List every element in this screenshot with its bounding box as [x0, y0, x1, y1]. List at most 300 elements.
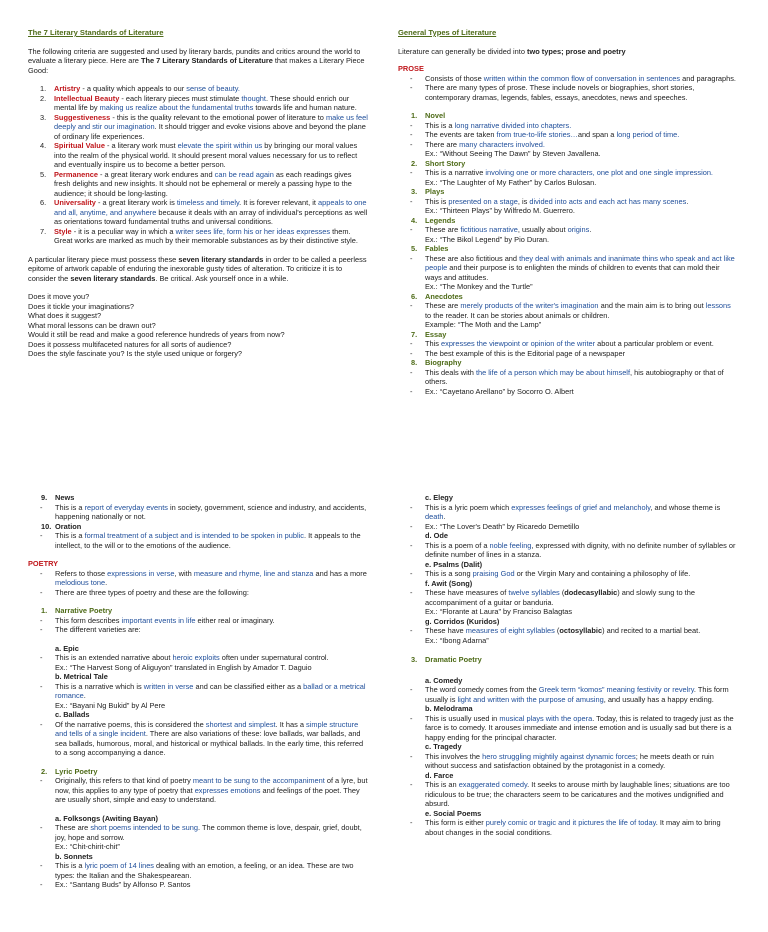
- bullet-line: [28, 588, 368, 598]
- text-run: measure and rhyme, line and stanza: [193, 568, 314, 578]
- standard-item: [40, 170, 368, 199]
- dash-marker: -: [410, 626, 413, 635]
- epic-lines: [28, 653, 368, 672]
- text-run: hero struggling mightily against dynamic forces: [482, 751, 636, 761]
- bullet-line: [398, 569, 738, 579]
- text-run: Refers to those: [55, 568, 108, 578]
- text-run: . Be critical. Ask yourself once in a while.: [155, 273, 289, 283]
- text-run: origins: [567, 225, 590, 234]
- text-run: . It seeks to arouse mirth by laughable lines; situations are too ridiculous to be true; the characters seem to be caricatures and the motives undignified and absurd.: [425, 780, 730, 808]
- text-run: . It may aim to bring about changes in the social conditions.: [425, 818, 721, 837]
- text-run: . This form usually is: [425, 685, 729, 704]
- dash-marker: -: [40, 531, 43, 540]
- bullet-line: [398, 301, 738, 320]
- text-run: and feelings of the poet. They are usually short, simple and easy to understand.: [55, 785, 360, 804]
- narrative-heading: [28, 606, 368, 616]
- text-run: These are: [425, 301, 461, 310]
- text-run: .: [589, 225, 592, 234]
- text-run: A particular literary piece must possess these: [28, 254, 179, 264]
- text-run: This: [425, 339, 442, 348]
- text-run: . These should enrich our mental life by: [54, 93, 350, 112]
- dash-marker: -: [40, 681, 43, 691]
- item-number: 8.: [411, 358, 418, 367]
- prose-type-heading: [398, 244, 738, 254]
- ballads-lines: [28, 720, 368, 758]
- sonnets-heading: b. Sonnets: [55, 851, 93, 861]
- tragedy-heading: c. Tragedy: [425, 742, 462, 751]
- bullet-line: [398, 626, 738, 636]
- corridos-lines: [398, 626, 738, 645]
- text-run: This is a: [425, 120, 455, 130]
- text-run: These are: [55, 823, 91, 832]
- text-run: often under supernatural control.: [219, 653, 329, 662]
- text-run: expressions in verse: [107, 568, 175, 578]
- news-lines: [28, 503, 368, 522]
- text-run: These have: [425, 626, 466, 635]
- question-line: What moral lessons can be drawn out?: [28, 320, 156, 330]
- text-run: and has a more: [313, 568, 367, 578]
- text-run: praising God: [472, 569, 515, 578]
- farce-heading: d. Farce: [425, 770, 454, 780]
- prose-type-heading: [398, 159, 738, 169]
- text-run: and span a: [577, 130, 617, 139]
- text-run: . It is forever relevant, it: [239, 198, 318, 207]
- text-run: short poems intended to be sung: [90, 823, 198, 832]
- text-run: Universality: [54, 198, 96, 207]
- bullet-line: [28, 653, 368, 663]
- text-run: octosyllabic: [559, 626, 603, 635]
- text-run: in order to be called a peerless epitome of artwork capable of enduring the inexorable gusty tides of alteration. To criticize it is to consider the: [28, 254, 367, 283]
- item-number: 1.: [41, 606, 48, 615]
- melodrama-lines: [398, 714, 738, 743]
- text-run: Ex.: “The Bikol Legend” by Pio Duran.: [425, 234, 550, 244]
- text-run: , is: [517, 196, 530, 206]
- text-run: twelve syllables: [508, 588, 560, 597]
- text-run: This is a narrative which is: [55, 681, 144, 691]
- text-run: Ex.: “Chit-chirit-chit”: [55, 842, 120, 851]
- text-run: Style: [54, 226, 72, 236]
- text-run: report of everyday events: [84, 502, 168, 512]
- lyric-heading: [28, 767, 368, 777]
- text-run: expresses the viewpoint or opinion of the writer: [441, 339, 596, 348]
- text-run: Artistry: [54, 84, 81, 93]
- item-number: 7.: [40, 226, 47, 236]
- text-run: death: [425, 512, 444, 521]
- bullet-line: [28, 701, 368, 711]
- ode-heading: d. Ode: [425, 531, 448, 540]
- text-run: Ex.: “The Lover's Death” by Ricaredo Demetillo: [425, 521, 580, 531]
- text-run: .: [105, 578, 108, 587]
- social-heading: e. Social Poems: [425, 808, 482, 818]
- dash-marker: -: [410, 168, 413, 177]
- dash-marker: -: [410, 685, 413, 694]
- text-run: because it deals with an array of individual's perceptions as well as orientations toward fundamental truths and universal conditions.: [54, 207, 368, 226]
- item-number: 1.: [40, 84, 47, 93]
- corridos-heading: g. Corridos (Kuridos): [425, 616, 500, 626]
- item-title: Essay: [425, 329, 447, 339]
- standards-list: [28, 84, 368, 246]
- metrical-lines: [28, 682, 368, 711]
- text-run: . It appeals to the intellect, to the will or to the emotions of the audience.: [55, 531, 361, 550]
- dash-marker: -: [410, 521, 413, 531]
- text-run: This is: [425, 196, 449, 206]
- text-run: Intellectual Beauty: [54, 93, 120, 103]
- text-run: Ex.: “Thirteen Plays” by Wilfredo M. Guerrero.: [425, 206, 575, 215]
- section-title: The 7 Literary Standards of Literature: [28, 28, 164, 37]
- text-run: (: [559, 588, 565, 597]
- text-run: merely products of the writer's imagination: [460, 301, 599, 310]
- text-run: writer sees life, form his or her ideas expresses: [175, 226, 331, 236]
- item-number: 6.: [411, 291, 418, 301]
- question-line: Does it move you?: [28, 292, 90, 301]
- text-run: heroic exploits: [172, 653, 220, 662]
- text-run: These are also fictitious and: [425, 253, 520, 263]
- text-run: Ex.: “Cayetano Arellano” by Socorro O. Albert: [425, 386, 574, 396]
- text-run: they deal with animals and inanimate thins who speak and act like people: [425, 253, 735, 272]
- standard-item: [40, 94, 368, 113]
- bullet-line: [398, 225, 738, 235]
- item-number: 5.: [411, 244, 418, 253]
- text-run: to the reader. It can be stories about animals or children.: [425, 310, 610, 320]
- dash-marker: -: [410, 569, 413, 578]
- text-run: This is a lyric poem which: [425, 502, 512, 512]
- text-run: These have measures of: [425, 588, 509, 597]
- bullet-line: [28, 569, 368, 588]
- item-number: 2.: [41, 766, 48, 776]
- dash-marker: -: [410, 751, 413, 761]
- closing-paragraph: [28, 255, 368, 284]
- prose-types: [398, 111, 738, 396]
- text-run: Spiritual Value: [54, 141, 105, 150]
- item-title: Plays: [425, 187, 445, 196]
- text-run: . The common theme is love, despair, grief, doubt, joy, hope and sorrow.: [55, 823, 362, 842]
- dash-marker: -: [410, 83, 413, 92]
- dash-marker: -: [40, 823, 43, 832]
- text-run: making us realize about the fundamental truths: [99, 103, 254, 112]
- dash-marker: -: [410, 225, 413, 234]
- dash-marker: -: [40, 568, 43, 578]
- bullet-line: [398, 149, 738, 159]
- text-run: formal treatment of a subject and is intended to be spoken in public: [84, 531, 304, 540]
- text-run: .: [83, 691, 86, 700]
- oration-lines: [28, 531, 368, 550]
- text-run: .: [443, 512, 446, 521]
- item-number: 3.: [411, 655, 418, 664]
- text-run: , expressed with dignity, with no definite number of syllables or definite number of lines in a stanza.: [425, 540, 736, 559]
- text-run: musical plays with the opera: [499, 713, 593, 723]
- elegy-lines: [398, 503, 738, 532]
- text-run: This is an extended narrative about: [55, 653, 173, 662]
- question-line: Does the style fascinate you? Is the style used unique or forgery?: [28, 349, 243, 358]
- text-run: seven literary standards: [178, 254, 264, 264]
- bullet-line: [28, 776, 368, 805]
- bullet-line: [398, 752, 738, 771]
- text-run: , his autobiography or that of others.: [425, 367, 724, 386]
- poetry-bullets: [28, 569, 368, 598]
- item-title: News: [55, 493, 75, 502]
- text-run: dodecasyllabic: [564, 588, 618, 597]
- dash-marker: -: [40, 719, 43, 729]
- text-run: simple structure and tells of a single incident: [55, 719, 359, 738]
- tragedy-lines: [398, 752, 738, 771]
- section-title: General Types of Literature: [398, 28, 497, 37]
- intro-paragraph: [28, 47, 368, 76]
- text-run: Suggestiveness: [54, 112, 111, 122]
- text-run: , usually about: [517, 225, 568, 234]
- text-run: them. Great works are marked as much by their memorable substances as by their distinctive style.: [54, 226, 358, 245]
- dash-marker: -: [410, 588, 413, 597]
- awit-lines: [398, 588, 738, 617]
- text-run: light and written with the purpose of amusing: [457, 694, 604, 704]
- text-run: thought: [241, 93, 266, 103]
- bullet-line: [398, 636, 738, 646]
- text-run: expresses feelings of grief and melancholy: [511, 502, 651, 512]
- text-run: This form describes: [55, 615, 122, 625]
- right-bottom-column: [398, 493, 738, 837]
- bullet-line: [398, 206, 738, 216]
- bullet-line: [398, 588, 738, 607]
- text-run: meant to be sung to the accompaniment: [192, 776, 325, 785]
- text-run: Ex.: “The Monkey and the Turtle”: [425, 282, 533, 291]
- bullet-line: [28, 720, 368, 758]
- elegy-heading: c. Elegy: [425, 493, 453, 502]
- dash-marker: -: [410, 253, 413, 263]
- text-run: Consists of those: [425, 73, 484, 83]
- text-run: These are: [425, 225, 461, 234]
- text-run: There are many types of prose. These include novels or biographies, short stories, contemporary dramas, legends, fables, essays, anecdotes, news and speeches.: [425, 83, 695, 102]
- text-run: - a literary work must: [104, 141, 178, 150]
- text-run: , and whose theme is: [650, 502, 721, 512]
- item-title: Dramatic Poetry: [425, 655, 482, 664]
- bullet-line: [398, 714, 738, 743]
- text-run: long narrative divided into chapters.: [454, 120, 572, 130]
- text-run: that makes a Literary Piece Good:: [28, 56, 365, 75]
- dash-marker: -: [40, 653, 43, 662]
- left-top-column: [28, 28, 368, 359]
- lyric-lines: [28, 776, 368, 805]
- text-run: This is a poem of a: [425, 540, 490, 550]
- item-number: 4.: [411, 215, 418, 225]
- comedy-heading: a. Comedy: [425, 675, 463, 685]
- text-run: The 7 Literary Standards of Literature: [140, 56, 273, 65]
- text-run: (: [554, 626, 560, 635]
- text-run: seven literary standards: [70, 273, 156, 283]
- bullet-line: [28, 823, 368, 842]
- text-run: long period of time.: [616, 130, 680, 139]
- text-run: purely comic or tragic and it pictures the life of today: [485, 818, 656, 827]
- text-run: Ex.: “The Laughter of My Father” by Carlos Bulosan.: [425, 177, 597, 187]
- text-run: melodious tone: [55, 578, 106, 587]
- bullet-line: [398, 320, 738, 330]
- text-run: many characters involved.: [459, 139, 545, 149]
- text-run: The different varieties are:: [55, 625, 141, 634]
- prose-type-heading: [398, 216, 738, 226]
- bullet-line: [28, 503, 368, 522]
- dash-marker: -: [40, 861, 43, 870]
- text-run: This is a: [55, 502, 85, 512]
- text-run: The events are taken: [425, 130, 497, 139]
- item-title: Narrative Poetry: [55, 606, 113, 615]
- text-run: There are three types of poetry and these are the following:: [55, 587, 249, 597]
- dash-marker: -: [410, 367, 413, 377]
- psalms-lines: [398, 569, 738, 579]
- text-run: lyric poem of 14 lines: [84, 861, 154, 870]
- text-run: involving one or more characters, one plot and one single impression.: [485, 168, 713, 177]
- text-run: ; he meets death or ruin without success and satisfaction obtained by the protagonist in a comedy.: [425, 751, 714, 770]
- text-run: Ex.: “Florante at Laura” by Franciso Balagtas: [425, 607, 573, 616]
- prose-bullets: [398, 74, 738, 103]
- bullet-line: [398, 349, 738, 359]
- ballads-heading: c. Ballads: [55, 710, 90, 719]
- bullet-line: [398, 282, 738, 292]
- dash-marker: -: [410, 120, 413, 130]
- dash-marker: -: [410, 540, 413, 550]
- text-run: presented on a stage: [448, 196, 518, 206]
- item-number: 3.: [411, 187, 418, 196]
- text-run: exaggerated comedy: [458, 780, 528, 789]
- text-run: , with: [174, 568, 194, 578]
- text-run: This deals with: [425, 367, 476, 377]
- text-run: - this is the quality relevant to the emotional power of literature to: [110, 112, 326, 122]
- bullet-line: [398, 607, 738, 617]
- text-run: ballad or a metrical romance: [55, 681, 366, 700]
- text-run: of a lyre, but now, this applies to any type of poetry that: [55, 776, 368, 795]
- text-run: , and usually has a happy ending.: [603, 694, 714, 704]
- folk-heading: a. Folksongs (Awiting Bayan): [55, 813, 158, 823]
- question-line: Would it still be read and make a good reference hundreds of years from now?: [28, 330, 285, 339]
- psalms-heading: e. Psalms (Dalit): [425, 559, 483, 569]
- oration-heading: [28, 522, 368, 532]
- dash-marker: -: [40, 615, 43, 625]
- standard-item: [40, 227, 368, 246]
- right-top-column: [398, 28, 738, 396]
- text-run: expresses emotions: [194, 785, 261, 795]
- bullet-line: [398, 780, 738, 809]
- dramatic-heading: [398, 655, 738, 665]
- text-run: lessons: [705, 301, 731, 310]
- text-run: This is a narrative: [425, 168, 486, 177]
- item-title: Novel: [425, 111, 446, 120]
- news-heading: [28, 493, 368, 503]
- text-run: The word comedy comes from the: [425, 685, 539, 694]
- standard-item: [40, 84, 368, 94]
- text-run: the life of a person which may be about himself: [475, 367, 630, 377]
- item-number: 5.: [40, 169, 47, 179]
- item-title: Lyric Poetry: [55, 766, 98, 776]
- bullet-line: [398, 685, 738, 704]
- text-run: towards life and human nature.: [253, 103, 357, 112]
- item-number: 6.: [40, 198, 47, 207]
- standard-item: [40, 141, 368, 170]
- text-run: . There are also variations of these: love ballads, war ballads, and sea ballads, humorous, moral, and historical or mythical ballads. In the early time, this referred to a song accompanying a dance.: [55, 729, 364, 757]
- dash-marker: -: [410, 339, 413, 348]
- bullet-line: [398, 368, 738, 387]
- bullet-line: [398, 168, 738, 178]
- ode-lines: [398, 541, 738, 560]
- text-run: Literature can generally be divided into: [398, 46, 528, 56]
- text-run: shortest and simplest: [205, 719, 276, 729]
- text-run: elevate the spirit within us: [177, 141, 263, 150]
- question-line: Does it tickle your imaginations?: [28, 301, 134, 311]
- dash-marker: -: [40, 880, 43, 889]
- questions-list: [28, 292, 368, 359]
- dash-marker: -: [410, 818, 413, 827]
- text-run: timeless and timely: [176, 198, 240, 207]
- text-run: Ex.: “Santang Buds” by Alfonso P. Santos: [55, 880, 191, 889]
- item-number: 3.: [40, 112, 47, 122]
- melodrama-heading: b. Melodrama: [425, 704, 473, 713]
- text-run: can be read again: [214, 169, 274, 179]
- bullet-line: [398, 503, 738, 522]
- bullet-line: [28, 625, 368, 635]
- text-run: Of the narrative poems, this is considered the: [55, 719, 206, 729]
- item-number: 7.: [411, 329, 418, 339]
- bullet-line: [398, 140, 738, 150]
- bullet-line: [28, 880, 368, 890]
- text-run: The best example of this is the Editorial page of a newspaper: [425, 348, 626, 358]
- text-run: This is a: [55, 861, 85, 870]
- text-run: - each literary pieces must stimulate: [119, 93, 242, 103]
- bullet-line: [398, 254, 738, 283]
- dash-marker: -: [40, 776, 43, 785]
- bullet-line: [398, 522, 738, 532]
- text-run: from true-to-life stories…: [496, 130, 578, 139]
- bullet-line: [398, 818, 738, 837]
- text-run: written within the common flow of conversation in sentences: [483, 73, 681, 83]
- text-run: Ex.: “Ibong Adarna”: [425, 635, 489, 645]
- text-run: . It has a: [275, 719, 307, 729]
- text-run: about a particular problem or event.: [595, 339, 714, 348]
- dash-marker: -: [410, 196, 413, 206]
- text-run: written in verse: [143, 681, 194, 691]
- prose-type-heading: [398, 111, 738, 121]
- item-number: 9.: [41, 493, 48, 502]
- text-run: Ex.: “Bayani Ng Bukid” by Al Pere: [55, 700, 166, 710]
- text-run: Permanence: [54, 169, 98, 179]
- text-run: This is usually used in: [425, 713, 500, 723]
- bullet-line: [398, 83, 738, 102]
- item-title: Anecdotes: [425, 291, 463, 301]
- bullet-line: [28, 616, 368, 626]
- text-run: or the Virgin Mary and containing a philosophy of life.: [514, 569, 691, 578]
- bullet-line: [398, 197, 738, 207]
- text-run: ) and slowly sung to the accompaniment of a guitar or banduria.: [425, 588, 695, 607]
- text-run: appeals to one and all, anytime, and anywhere: [54, 198, 367, 217]
- text-run: This is a: [55, 531, 85, 540]
- text-run: This form is either: [425, 818, 486, 827]
- dash-marker: -: [410, 348, 413, 358]
- text-run: divided into acts and each act has many scenes: [529, 196, 687, 206]
- metrical-heading: b. Metrical Tale: [55, 672, 108, 681]
- text-run: - a great literary work endures and: [97, 169, 215, 179]
- text-run: and their purpose is to enlighten the minds of children to events that can mold their ways and attitudes.: [425, 263, 720, 282]
- social-lines: [398, 818, 738, 837]
- text-run: This is a song: [425, 569, 473, 578]
- text-run: - it is a peculiar way in which a: [71, 226, 176, 236]
- item-number: 1.: [411, 111, 418, 120]
- prose-type-heading: [398, 292, 738, 302]
- text-run: There are: [425, 139, 460, 149]
- bullet-line: [398, 387, 738, 397]
- bullet-line: [398, 339, 738, 349]
- text-run: in society, government, science and industry, and accidents, happening nationally or not.: [55, 502, 367, 521]
- dash-marker: -: [410, 73, 413, 83]
- dash-marker: -: [410, 780, 413, 789]
- text-run: ) and recited to a martial beat.: [602, 626, 701, 635]
- text-run: . Today, this is related to tragedy just as the farce is to comedy. It arouses immediate and intense emotion and is usually sad but there is a happy ending for the principal character.: [425, 713, 734, 742]
- text-run: . It should trigger and evoke visions above and beyond the plane of ordinary life experiences.: [54, 122, 366, 141]
- bullet-line: [28, 842, 368, 852]
